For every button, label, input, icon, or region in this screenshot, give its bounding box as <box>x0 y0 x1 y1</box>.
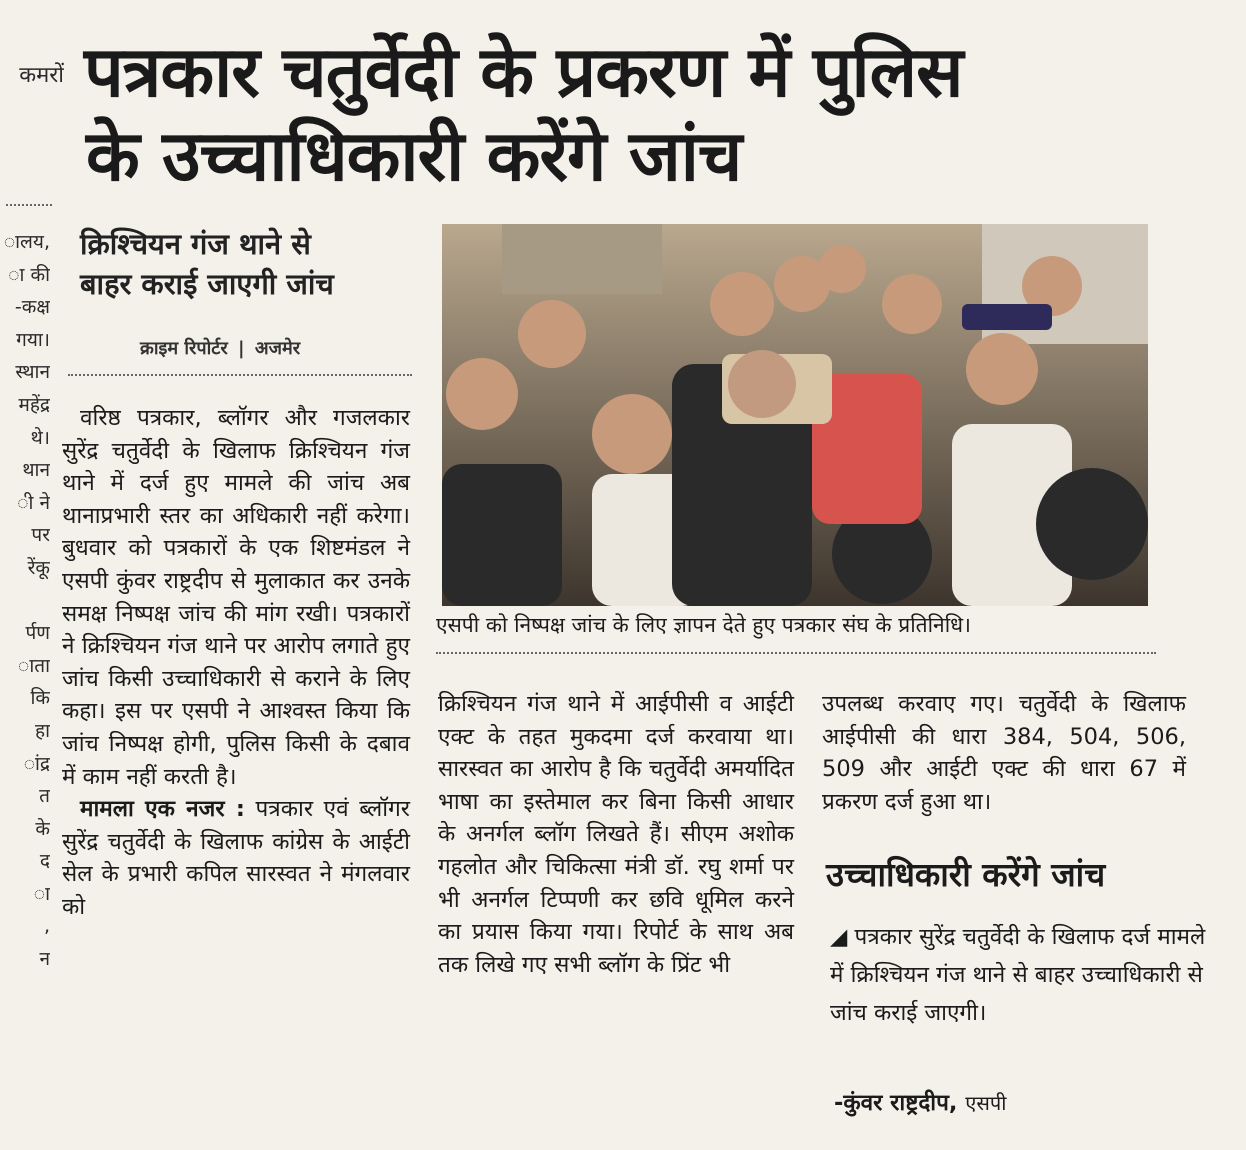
adjacent-column-line: न <box>39 948 50 971</box>
byline-city: अजमेर <box>254 338 301 359</box>
adjacent-column-line: पर <box>31 524 50 547</box>
quote-text: पत्रकार सुरेंद्र चतुर्वेदी के खिलाफ दर्ज मामले में क्रिश्चियन गंज थाने से बाहर उच्चाधिकारी से जांच कराई जाएगी। <box>830 924 1206 1026</box>
article-column-2-text: क्रिश्चियन गंज थाने में आईपीसी व आईटी एक्ट के तहत मुकदमा दर्ज करवाया था। सारस्वत का आरोप है कि चतुर्वेदी अमर्यादित भाषा का इस्तेमाल कर बिना किसी आधार के अनर्गल ब्लॉग लिखते हैं। सीएम अशोक गहलोत और चिकित्सा मंत्री डॉ. रघु शर्मा पर भी अनर्गल टिप्पणी कर छवि धूमिल करने का प्रयास किया गया। रिपोर्ट के साथ अब तक लिखे गए सभी ब्लॉग के प्रिंट भी <box>438 691 794 978</box>
byline <box>140 336 300 360</box>
quote-attribution <box>834 1086 1006 1117</box>
quote-marker-icon: ◢ <box>830 924 848 950</box>
photo-caption: एसपी को निष्पक्ष जांच के लिए ज्ञापन देते हुए पत्रकार संघ के प्रतिनिधि। <box>436 613 972 637</box>
article-column-3-text: उपलब्ध करवाए गए। चतुर्वेदी के खिलाफ आईपीसी की धारा 384, 504, 506, 509 और आईटी एक्ट की धारा 67 में प्रकरण दर्ज हुआ था। <box>822 691 1186 815</box>
article-paragraph-2-text: पत्रकार एवं ब्लॉगर सुरेंद्र चतुर्वेदी के खिलाफ कांग्रेस के आईटी सेल के प्रभारी कपिल सारस्वत ने मंगलवार को <box>62 796 411 920</box>
headline-line-2: के उच्चाधिकारी करेंगे जांच <box>86 115 742 197</box>
byline-separator: | <box>237 338 245 359</box>
adjacent-column-fragment <box>0 226 50 1106</box>
quote-author-title: एसपी <box>965 1091 1007 1115</box>
adjacent-column-line: -कक्ष <box>14 296 50 319</box>
quote-box-text <box>830 918 1210 1032</box>
adjacent-column-top: कमरों <box>19 63 64 88</box>
adjacent-column-line: र्पण <box>25 622 50 645</box>
adjacent-column-line <box>0 585 50 618</box>
adjacent-column-line: ालय, <box>3 231 50 253</box>
adjacent-column-line: थे। <box>30 426 50 449</box>
adjacent-column-line: थान <box>22 459 50 482</box>
adjacent-column-line: द <box>39 850 50 873</box>
adjacent-column-line: ा की <box>8 263 50 286</box>
adjacent-column-line: के <box>35 817 50 840</box>
adjacent-column-line: त <box>39 785 50 808</box>
at-a-glance-label: मामला एक नजर : <box>80 796 245 823</box>
adjacent-column-line: रेंकू <box>27 556 50 579</box>
article-column-3 <box>822 688 1186 818</box>
article-column-2 <box>438 688 794 981</box>
adjacent-column-line: ा <box>33 882 50 905</box>
byline-divider <box>68 374 412 376</box>
adjacent-column-line: ी ने <box>17 491 50 514</box>
adjacent-column-line: कि <box>30 687 50 710</box>
crowd-photo-illustration <box>442 224 1148 606</box>
article-column-1 <box>62 402 410 924</box>
quote-author: -कुंवर राष्ट्रदीप, <box>834 1090 958 1116</box>
adjacent-column-line: ांद्र <box>23 752 50 775</box>
adjacent-column-line: गया। <box>16 328 50 351</box>
subheadline-line-1: क्रिश्चियन गंज थाने से <box>80 227 311 261</box>
byline-role: क्राइम रिपोर्टर <box>140 338 228 359</box>
adjacent-column-line: ाता <box>18 654 50 677</box>
caption-divider <box>436 652 1156 654</box>
left-divider <box>6 204 52 206</box>
adjacent-column-line: स्थान <box>15 361 50 384</box>
subheadline-line-2: बाहर कराई जाएगी जांच <box>80 267 334 301</box>
quote-box-heading: उच्चाधिकारी करेंगे जांच <box>826 855 1106 894</box>
headline-line-1: पत्रकार चतुर्वेदी के प्रकरण में पुलिस <box>84 31 963 113</box>
adjacent-column-line: हा <box>34 719 50 742</box>
article-paragraph-1: वरिष्ठ पत्रकार, ब्लॉगर और गजलकार सुरेंद्र चतुर्वेदी के खिलाफ क्रिश्चियन गंज थाने में दर्ज हुए मामले की जांच अब थानाप्रभारी स्तर का अधिकारी नहीं करेगा। बुधवार को पत्रकारों के एक शिष्टमंडल ने एसपी कुंवर राष्ट्रदीप से मुलाकात कर उनके समक्ष निष्पक्ष जांच की मांग रखी। पत्रकारों ने क्रिश्चियन गंज थाने पर आरोप लगाते हुए जांच किसी उच्चाधिकारी से कराने के लिए कहा। इस पर एसपी ने आश्वस्त किया कि जांच निष्पक्ष होगी, पुलिस किसी के दबाव में काम नहीं करती है। <box>62 405 410 790</box>
article-paragraph-2 <box>62 793 410 923</box>
adjacent-column-line: , <box>43 915 50 938</box>
adjacent-column-line: महेंद्र <box>18 393 50 416</box>
news-photo <box>442 224 1148 606</box>
